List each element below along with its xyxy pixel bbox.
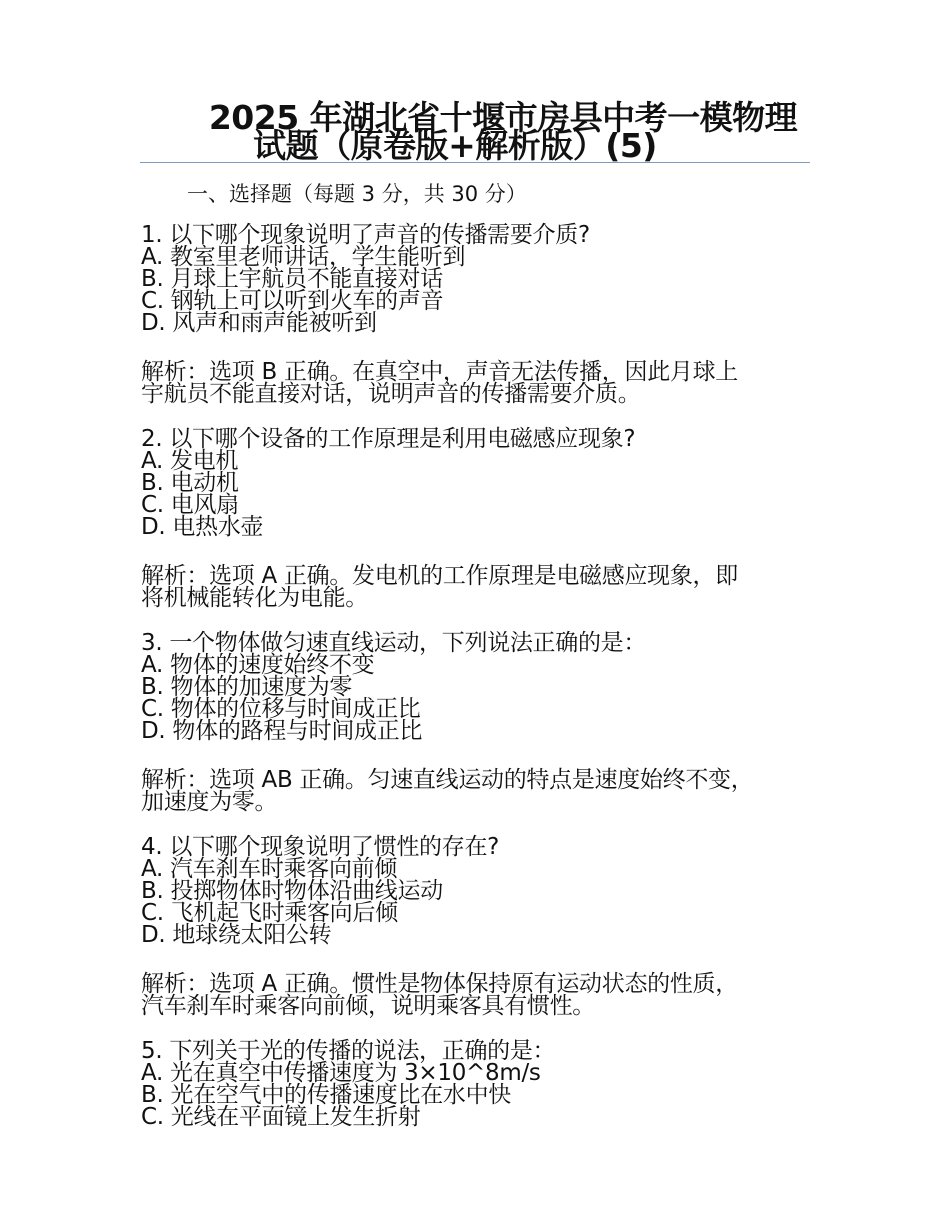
option-c: C. 光线在平面镜上发生折射 xyxy=(141,1104,421,1130)
document-title xyxy=(140,98,810,165)
option-d: D. 物体的路程与时间成正比 xyxy=(141,718,423,744)
option-b: B. 光在空气中的传播速度比在水中快 xyxy=(141,1082,512,1108)
analysis-line-1: 解析：选项 AB 正确。匀速直线运动的特点是速度始终不变， xyxy=(141,767,754,793)
question-text: 4. 以下哪个现象说明了惯性的存在? xyxy=(141,834,500,860)
option-a: A. 发电机 xyxy=(141,448,239,474)
option-b: B. 投掷物体时物体沿曲线运动 xyxy=(141,878,443,904)
question-1 xyxy=(141,224,811,405)
analysis-line-2: 加速度为零。 xyxy=(141,789,278,815)
option-b: B. 月球上宇航员不能直接对话 xyxy=(141,266,443,292)
section-heading: 一、选择题（每题 3 分，共 30 分） xyxy=(187,182,527,206)
analysis-line-1: 解析：选项 B 正确。在真空中，声音无法传播，因此月球上 xyxy=(141,359,739,385)
option-b: B. 物体的加速度为零 xyxy=(141,674,353,700)
analysis xyxy=(141,361,811,405)
option-a: A. 教室里老师讲话，学生能听到 xyxy=(141,244,466,270)
analysis-line-2: 汽车刹车时乘客向前倾，说明乘客具有惯性。 xyxy=(141,993,596,1019)
analysis xyxy=(141,565,811,609)
title-line-2: 试题（原卷版+解析版）(5) xyxy=(253,126,657,165)
analysis-line-1: 解析：选项 A 正确。发电机的工作原理是电磁感应现象，即 xyxy=(141,563,738,589)
question-text: 5. 下列关于光的传播的说法，正确的是： xyxy=(141,1038,556,1064)
option-d: D. 风声和雨声能被听到 xyxy=(141,310,377,336)
title-line-1: 2025 年湖北省十堰市房县中考一模物理 xyxy=(208,98,798,137)
analysis-line-2: 宇航员不能直接对话，说明声音的传播需要介质。 xyxy=(141,381,641,407)
option-d: D. 地球绕太阳公转 xyxy=(141,922,332,948)
option-c: C. 钢轨上可以听到火车的声音 xyxy=(141,288,444,314)
question-text: 3. 一个物体做匀速直线运动，下列说法正确的是： xyxy=(141,630,647,656)
analysis xyxy=(141,973,811,1017)
analysis-line-2: 将机械能转化为电能。 xyxy=(141,585,369,611)
question-4 xyxy=(141,836,811,1017)
option-c: C. 飞机起飞时乘客向后倾 xyxy=(141,900,398,926)
option-b: B. 电动机 xyxy=(141,470,239,496)
option-c: C. 电风扇 xyxy=(141,492,239,518)
option-a: A. 物体的速度始终不变 xyxy=(141,652,375,678)
analysis xyxy=(141,769,811,813)
title-divider xyxy=(140,162,810,163)
question-text: 2. 以下哪个设备的工作原理是利用电磁感应现象? xyxy=(141,426,636,452)
option-a: A. 光在真空中传播速度为 3×10^8m/s xyxy=(141,1060,541,1086)
question-5 xyxy=(141,1040,811,1128)
option-c: C. 物体的位移与时间成正比 xyxy=(141,696,421,722)
question-list xyxy=(141,224,811,1151)
option-a: A. 汽车刹车时乘客向前倾 xyxy=(141,856,398,882)
question-3 xyxy=(141,632,811,813)
question-text: 1. 以下哪个现象说明了声音的传播需要介质? xyxy=(141,222,590,248)
analysis-line-1: 解析：选项 A 正确。惯性是物体保持原有运动状态的性质， xyxy=(141,971,738,997)
option-d: D. 电热水壶 xyxy=(141,514,264,540)
question-2 xyxy=(141,428,811,609)
